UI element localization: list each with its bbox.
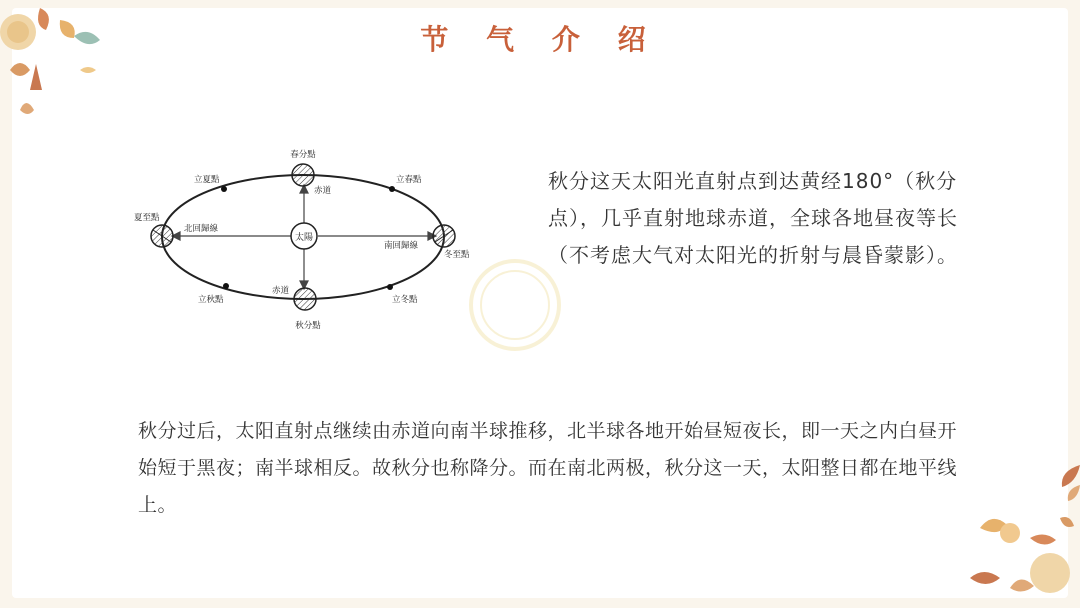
earth-summer-icon bbox=[151, 225, 173, 247]
tropic-south-label: 南回歸線 bbox=[384, 241, 419, 251]
start-summer-dot bbox=[221, 186, 227, 192]
earth-orbit-diagram bbox=[128, 135, 488, 345]
earth-winter-icon bbox=[433, 225, 455, 247]
start-autumn-label: 立秋點 bbox=[198, 295, 224, 305]
page-title: 节 气 介 绍 bbox=[420, 23, 660, 56]
winter-solstice-label: 冬至點 bbox=[444, 250, 470, 260]
tropic-north-label: 北回歸線 bbox=[184, 224, 219, 234]
spring-equinox-label: 春分點 bbox=[290, 150, 316, 160]
summer-solstice-label: 夏至點 bbox=[134, 213, 160, 223]
start-winter-label: 立冬點 bbox=[392, 295, 418, 305]
start-summer-label: 立夏點 bbox=[194, 175, 220, 185]
leaf-decoration bbox=[1050, 455, 1080, 505]
detail-paragraph: 秋分过后，太阳直射点继续由赤道向南半球推移，北半球各地开始昼短夜长，即一天之内白昼开始短于黑夜；南半球相反。故秋分也称降分。而在南北两极，秋分这一天，太阳整日都在地平线上。 bbox=[138, 420, 958, 516]
earth-autumn-icon bbox=[294, 288, 316, 310]
start-winter-dot bbox=[387, 284, 393, 290]
sun-label: 太陽 bbox=[294, 233, 314, 243]
equator-top-label: 赤道 bbox=[314, 186, 332, 196]
autumn-bird-decoration bbox=[950, 498, 1080, 608]
start-spring-dot bbox=[389, 186, 395, 192]
earth-spring-icon bbox=[292, 164, 314, 186]
intro-paragraph: 秋分这天太阳光直射点到达黄经180°（秋分点），几乎直射地球赤道，全球各地昼夜等长（不考虑大气对太阳光的折射与晨昏蒙影）。 bbox=[548, 169, 958, 267]
equator-bottom-label: 赤道 bbox=[272, 286, 290, 296]
start-autumn-dot bbox=[223, 283, 229, 289]
start-spring-label: 立春點 bbox=[396, 175, 422, 185]
autumn-equinox-label: 秋分點 bbox=[295, 321, 321, 331]
